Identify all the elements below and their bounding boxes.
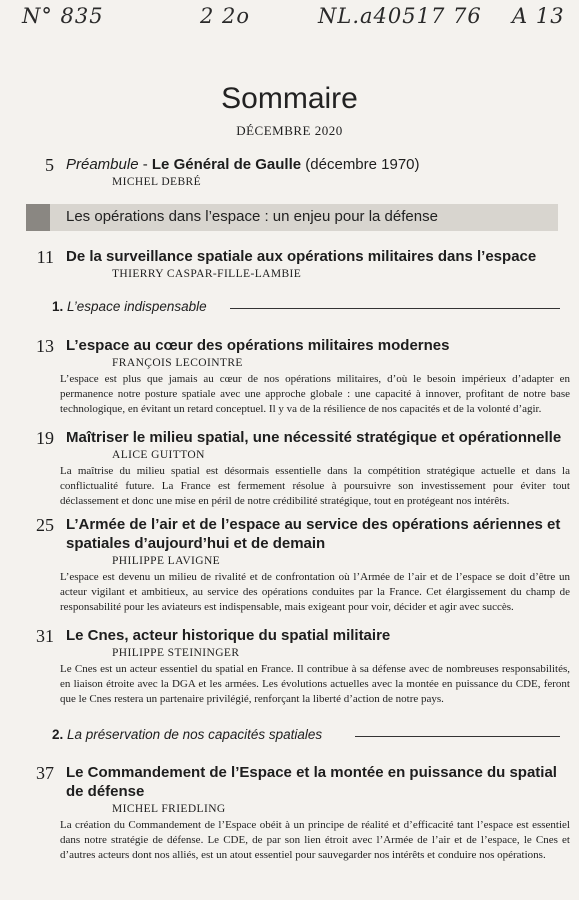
section-title: La préservation de nos capacités spatiales [67,727,323,742]
section-rule [355,736,560,737]
section-heading-1 [52,299,560,317]
preamble-title: Le Général de Gaulle [151,156,302,173]
page-number: 11 [36,247,54,267]
toc-entry [30,626,570,707]
entry-summary: L’espace est plus que jamais au cœur de nos opérations militaires, d’où le besoin impérieux d’adapter en permanence notre posture spatiale avec une approche globale : une capacité à innover, profitant de notre base technologique, en évitant un retard conceptuel. Il y va de la résilience de nos capacités et de la volonté d’agir. [60,373,570,415]
entry-title: L’espace au cœur des opérations militaires modernes [66,337,450,354]
entry-title [66,155,570,174]
entry-title: De la surveillance spatiale aux opérations militaires dans l’espace [66,248,537,265]
section-heading-2 [52,727,560,745]
handwritten-page-number: A 13 [512,4,565,28]
section-banner [26,204,558,231]
entry-summary: L’espace est devenu un milieu de rivalité et de confrontation où l’Armée de l’air et de l’espace se doit d’être un acteur vigilant et ambitieux, au service des opérations conduites par la France. Cet élargissement du champ de responsabilité pour les aviateurs est indispensable, mais exigeant pour voir, décider et agir avec succès. [60,571,570,613]
toc-entry [30,515,570,615]
entry-summary: La maîtrise du milieu spatial est désormais essentielle dans la compétition stratégique actuelle et dans la conflictualité future. La France est fermement résolue à poursuivre son investissement pour éviter tout déclassement et donc une mise en péril de notre crédibilité stratégique, tout en protégeant nos intérêts. [60,465,570,507]
page-title: Sommaire [221,82,358,115]
toc-entry-preamble [30,155,570,189]
toc-entry [30,428,570,509]
handwritten-code: N° 835 [22,4,104,28]
entry-author: FRANÇOIS LECOINTRE [112,357,243,369]
entry-author: ALICE GUITTON [112,449,205,461]
entry-title: L’Armée de l’air et de l’espace au service des opérations aériennes et spatiales d’aujourd’hui et de demain [66,516,561,552]
entry-author: PHILIPPE LAVIGNE [112,555,221,567]
section-title: L’espace indispensable [67,299,207,314]
entry-author: MICHEL FRIEDLING [112,803,226,815]
toc-entry-intro [30,247,570,281]
section-number: 2. [52,727,64,742]
preamble-label: Préambule [66,156,139,173]
page-number: 31 [36,626,54,646]
entry-author: MICHEL DEBRÉ [112,176,202,188]
section-number: 1. [52,299,64,314]
entry-title: Le Cnes, acteur historique du spatial militaire [66,627,391,644]
entry-summary: La création du Commandement de l’Espace obéit à un principe de réalité et d’efficacité tant l’espace est essentiel dans notre stratégie de défense. Le CDE, de par son lien étroit avec l’Armée de l’air et de l’espace, le Cnes et d’autres acteurs dont nos alliés, est un atout essentiel pour sauvegarder nos intérêts et conduire nos opérations. [60,819,570,861]
banner-marker [26,204,50,231]
preamble-suffix: (décembre 1970) [301,156,420,173]
entry-author: PHILIPPE STEININGER [112,647,240,659]
page-number: 13 [36,336,54,356]
handwritten-reference: NL.a40517 76 [318,4,482,28]
title-separator: - [138,156,152,173]
issue-date: DÉCEMBRE 2020 [236,123,343,138]
toc-entry [30,763,570,863]
section-rule [230,308,560,309]
page-number: 19 [36,428,54,448]
page-number: 25 [36,515,54,535]
page-number: 37 [36,763,54,783]
entry-title: Le Commandement de l’Espace et la montée en puissance du spatial de défense [66,764,557,800]
entry-summary: Le Cnes est un acteur essentiel du spatial en France. Il contribue à sa défense avec de nombreuses responsabilités, en liaison étroite avec la DGA et les armées. Les évolutions actuelles avec la montée en puissance du CDE, feront que le Cnes restera un partenaire privilégié, renforçant la liberté d’action de notre pays. [60,663,570,705]
page-number: 5 [45,155,54,175]
banner-title: Les opérations dans l’espace : un enjeu pour la défense [66,208,438,225]
entry-title: Maîtriser le milieu spatial, une nécessité stratégique et opérationnelle [66,429,562,446]
entry-author: THIERRY CASPAR-FILLE-LAMBIE [112,268,302,280]
handwritten-date: 2 2o [200,4,251,28]
toc-entry [30,336,570,417]
